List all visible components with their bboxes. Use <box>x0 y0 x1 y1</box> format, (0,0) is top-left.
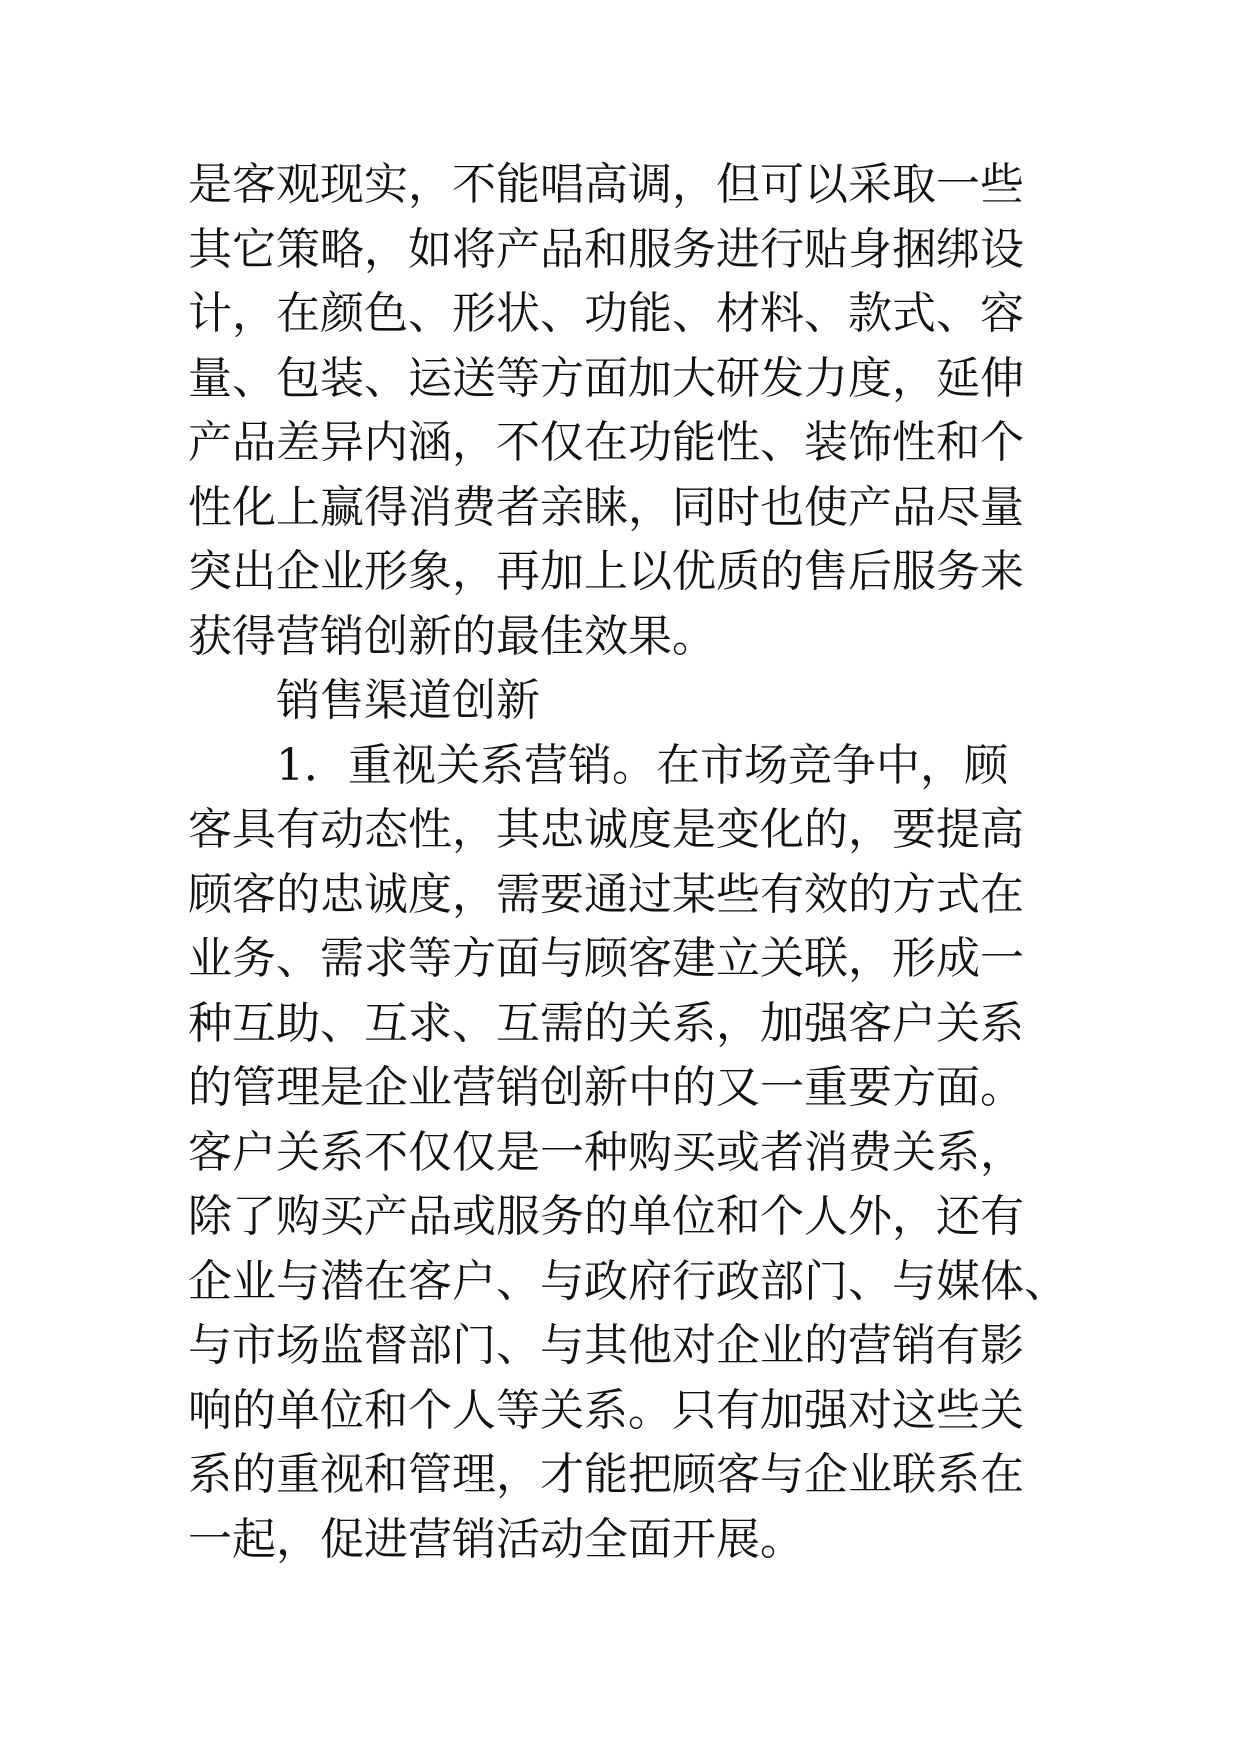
text-line: 系的重视和管理，才能把顾客与企业联系在 <box>188 1449 1024 1500</box>
text-line: 是客观现实，不能唱高调，但可以采取一些 <box>188 159 1024 210</box>
text-line: 除了购买产品或服务的单位和个人外，还有 <box>188 1191 1024 1242</box>
text-line: 与市场监督部门、与其他对企业的营销有影 <box>188 1320 1024 1371</box>
text-line: 突出企业形象，再加上以优质的售后服务来 <box>188 546 1024 597</box>
text-line: 顾客的忠诚度，需要通过某些有效的方式在 <box>188 868 1024 920</box>
text-line: 其它策略，如将产品和服务进行贴身捆绑设 <box>188 223 1024 275</box>
text-line: 种互助、互求、互需的关系，加强客户关系 <box>188 997 1024 1049</box>
text-line: 响的单位和个人等关系。只有加强对这些关 <box>188 1384 1024 1436</box>
text-line: 获得营销创新的最佳效果。 <box>188 610 716 662</box>
text-line: 的管理是企业营销创新中的又一重要方面。 <box>188 1062 1024 1113</box>
text-line: 业务、需求等方面与顾客建立关联，形成一 <box>188 933 1024 984</box>
text-line: 客户关系不仅仅是一种购买或者消费关系， <box>188 1126 1024 1178</box>
text-line: 计，在颜色、形状、功能、材料、款式、容 <box>188 288 1024 339</box>
text-line: 量、包装、运送等方面加大研发力度，延伸 <box>188 352 1024 404</box>
text-line: 客具有动态性，其忠诚度是变化的，要提高 <box>188 804 1024 855</box>
section-heading: 销售渠道创新 <box>276 675 540 726</box>
text-line: 企业与潜在客户、与政府行政部门、与媒体、 <box>188 1255 1068 1307</box>
paragraph-first-line: 1．重视关系营销。在市场竞争中，顾 <box>276 739 1008 791</box>
text-line: 产品差异内涵，不仅在功能性、装饰性和个 <box>188 417 1024 468</box>
body-text <box>188 153 1068 1572</box>
text-line: 一起，促进营销活动全面开展。 <box>188 1513 804 1565</box>
text-line: 性化上赢得消费者亲睐，同时也使产品尽量 <box>188 481 1024 533</box>
